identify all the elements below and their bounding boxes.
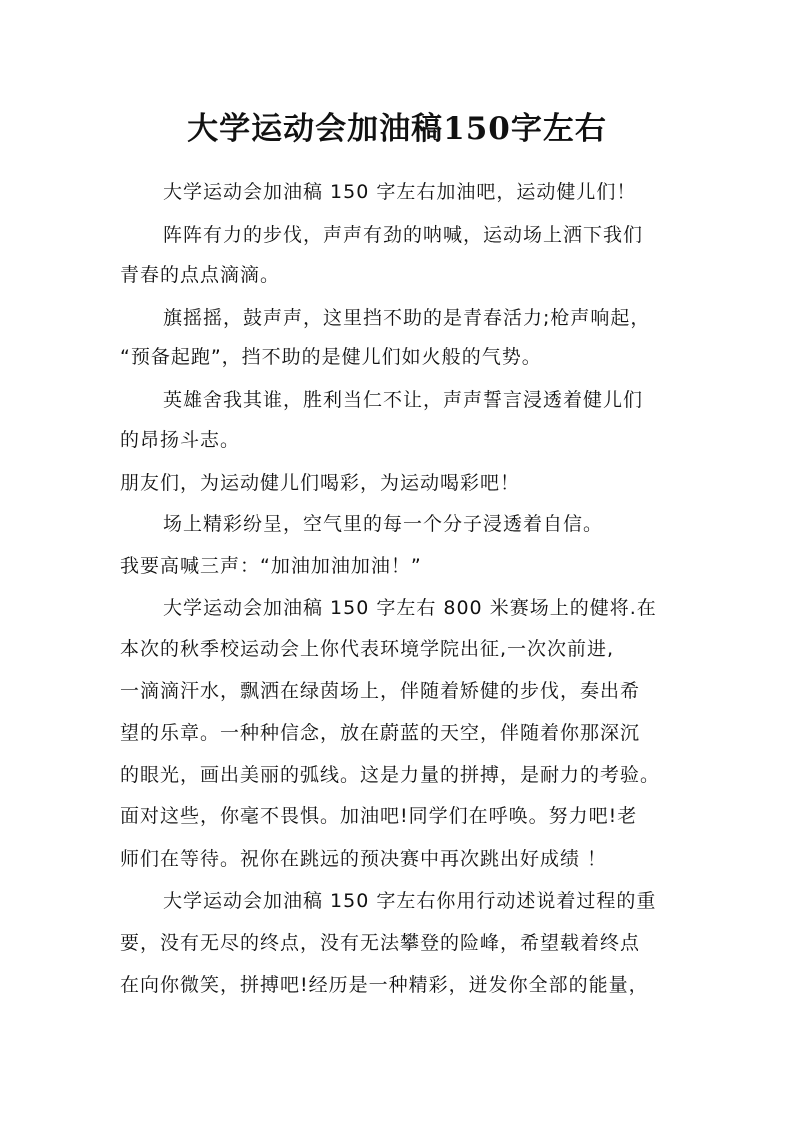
paragraph-line-14: 望的乐章。一种种信念，放在蔚蓝的天空，伴随着你那深沉 [120, 722, 641, 744]
paragraph-line-1: 大学运动会加油稿 150 字左右加油吧，运动健儿们！ [163, 181, 637, 203]
paragraph-line-4: 旗摇摇，鼓声声，这里挡不助的是青春活力;枪声响起， [163, 307, 651, 329]
paragraph-line-9: 场上精彩纷呈，空气里的每一个分子浸透着自信。 [163, 513, 604, 535]
paragraph-line-6: 英雄舍我其谁，胜利当仁不让，声声誓言浸透着健儿们 [163, 389, 644, 411]
paragraph-line-15: 的眼光，画出美丽的弧线。这是力量的拼搏，是耐力的考验。 [120, 764, 661, 786]
paragraph-line-16: 面对这些，你毫不畏惧。加油吧!同学们在呼唤。努力吧!老 [120, 805, 638, 827]
paragraph-line-13: 一滴滴汗水，飘洒在绿茵场上，伴随着矫健的步伐，奏出希 [120, 680, 641, 702]
paragraph-line-5: “预备起跑”，挡不助的是健儿们如火般的气势。 [120, 346, 542, 368]
paragraph-line-7: 的昂扬斗志。 [120, 429, 241, 451]
paragraph-line-8: 朋友们，为运动健儿们喝彩，为运动喝彩吧！ [120, 472, 521, 494]
paragraph-line-19: 要，没有无尽的终点，没有无法攀登的险峰，希望载着终点 [120, 932, 641, 954]
paragraph-line-12: 本次的秋季校运动会上你代表环境学院出征,一次次前进, [120, 638, 615, 660]
document-title: 大学运动会加油稿150字左右 [187, 111, 607, 147]
paragraph-line-3: 青春的点点滴滴。 [120, 264, 281, 286]
paragraph-line-18: 大学运动会加油稿 150 字左右你用行动述说着过程的重 [163, 890, 657, 912]
paragraph-line-20: 在向你微笑，拼搏吧!经历是一种精彩，迸发你全部的能量， [120, 974, 649, 996]
paragraph-line-2: 阵阵有力的步伐，声声有劲的呐喊，运动场上洒下我们 [163, 224, 644, 246]
paragraph-line-11: 大学运动会加油稿 150 字左右 800 米赛场上的健将.在 [163, 597, 657, 619]
paragraph-line-10: 我要高喊三声：“加油加油加油！” [120, 555, 422, 577]
paragraph-line-17: 师们在等待。祝你在跳远的预决赛中再次跳出好成绩 ！ [120, 848, 608, 870]
